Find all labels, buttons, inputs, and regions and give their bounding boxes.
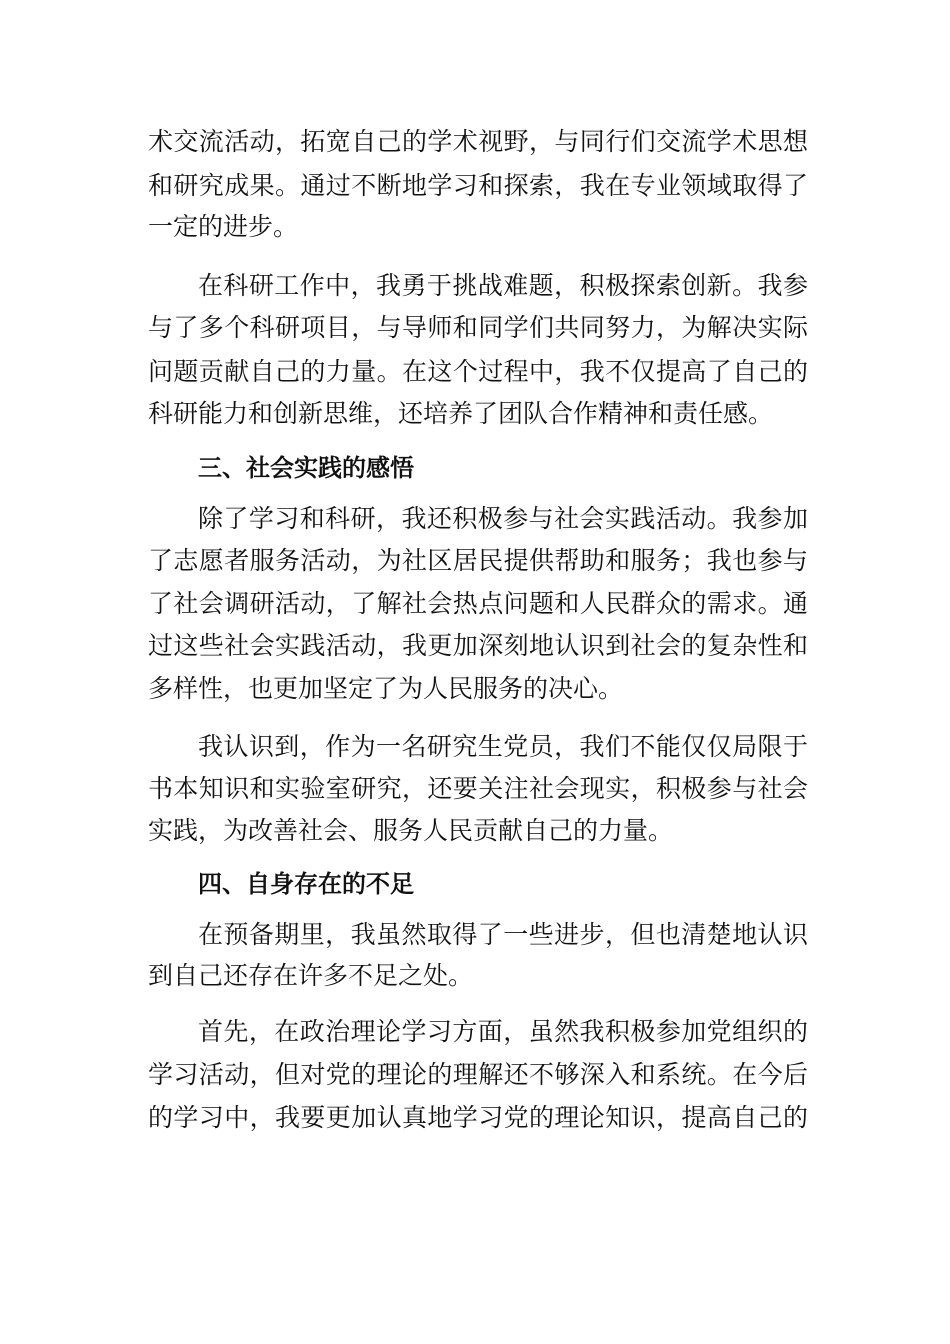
paragraph-5-line-1: 在预备期里，我虽然取得了一些进步，但也清楚地认识 [198, 920, 808, 949]
paragraph-3-line-4: 过这些社会实践活动，我更加深刻地认识到社会的复杂性和 [148, 631, 808, 660]
paragraph-2-line-4: 科研能力和创新思维，还培养了团队合作精神和责任感。 [148, 399, 774, 428]
paragraph-2-line-1: 在科研工作中，我勇于挑战难题，积极探索创新。我参 [198, 271, 808, 300]
paragraph-5-line-2: 到自己还存在许多不足之处。 [148, 961, 474, 990]
section-heading-3: 三、社会实践的感悟 [198, 454, 414, 482]
paragraph-4-line-1: 我认识到，作为一名研究生党员，我们不能仅仅局限于 [198, 732, 808, 761]
paragraph-1-line-3: 一定的进步。 [148, 212, 299, 241]
paragraph-3-line-5: 多样性，也更加坚定了为人民服务的决心。 [148, 674, 624, 703]
section-heading-4: 四、自身存在的不足 [198, 870, 414, 898]
paragraph-1-line-2: 和研究成果。通过不断地学习和探索，我在专业领域取得了 [148, 171, 808, 200]
paragraph-2-line-3: 问题贡献自己的力量。在这个过程中，我不仅提高了自己的 [148, 357, 808, 386]
paragraph-2-line-2: 与了多个科研项目，与导师和同学们共同努力，为解决实际 [148, 313, 808, 342]
paragraph-6-line-1: 首先，在政治理论学习方面，虽然我积极参加党组织的 [198, 1017, 808, 1046]
paragraph-6-line-3: 的学习中，我要更加认真地学习党的理论知识，提高自己的 [148, 1103, 808, 1132]
paragraph-3-line-3: 了社会调研活动，了解社会热点问题和人民群众的需求。通 [148, 589, 808, 618]
paragraph-4-line-3: 实践，为改善社会、服务人民贡献自己的力量。 [148, 816, 674, 845]
paragraph-6-line-2: 学习活动，但对党的理论的理解还不够深入和系统。在今后 [148, 1060, 808, 1089]
paragraph-4-line-2: 书本知识和实验室研究，还要关注社会现实，积极参与社会 [148, 774, 808, 803]
paragraph-1-line-1: 术交流活动，拓宽自己的学术视野，与同行们交流学术思想 [148, 127, 808, 156]
paragraph-3-line-1: 除了学习和科研，我还积极参与社会实践活动。我参加 [198, 504, 808, 533]
paragraph-3-line-2: 了志愿者服务活动，为社区居民提供帮助和服务；我也参与 [148, 546, 808, 575]
